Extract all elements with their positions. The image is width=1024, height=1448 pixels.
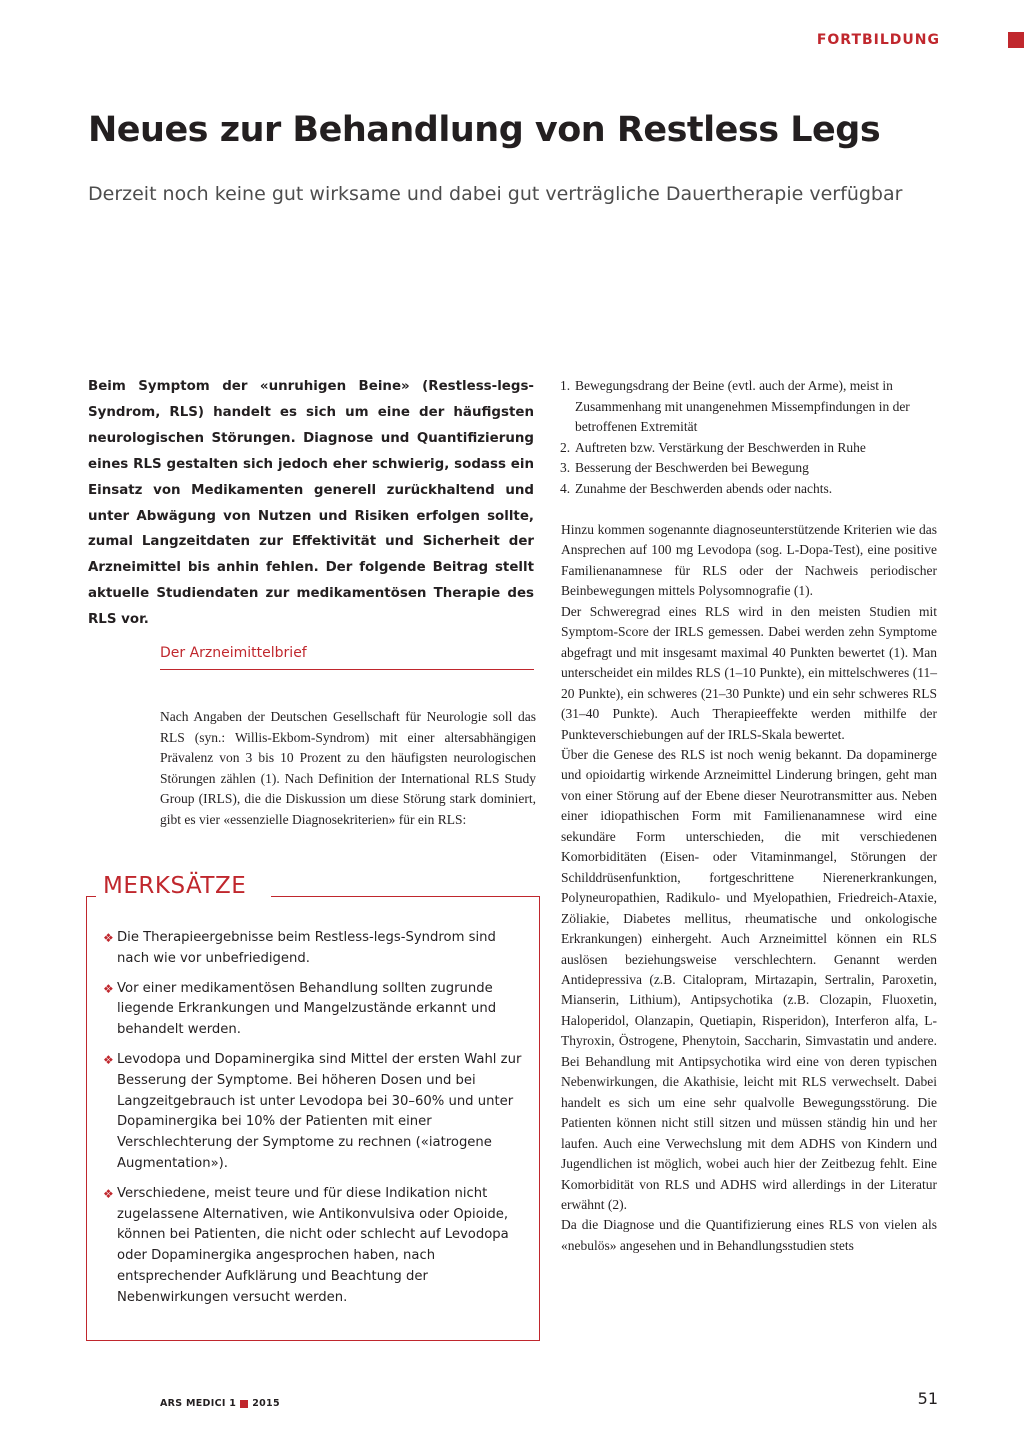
criteria-item	[560, 438, 940, 459]
key-point-item	[103, 979, 523, 1041]
diamond-cluster-icon: ❖	[103, 1186, 114, 1201]
page-number: 51	[917, 1389, 938, 1408]
key-point-item	[103, 1050, 523, 1175]
key-point-text: Die Therapieergebnisse beim Restless-legs-Syndrom sind nach wie vor unbefriedigend.	[117, 930, 496, 966]
body-paragraph: Hinzu kommen sogenannte diagnoseunterstützende Kriterien wie das Ansprechen auf 100 mg Levodopa (sog. L-Dopa-Test), eine positive Familienanamnese für RLS oder der Nachweis periodischer Beinbewegungen mittels Polysomnografie (1).	[561, 522, 937, 599]
box-border-left	[86, 896, 96, 897]
diagnostic-criteria-list	[560, 376, 940, 499]
body-paragraph: Der Schweregrad eines RLS wird in den meisten Studien mit Symptom-Score der IRLS gemessen. Dabei werden zehn Symptome abgefragt und mit insgesamt maximal 40 Punkten bewertet (1). Man unterscheidet ein mildes RLS (1–10 Punkte), ein mittelschweres (11–20 Punkte), ein schweres (21–30 Punkte) und ein sehr schweres RLS (31–40 Punkte). Auch Therapieeffekte werden mithilfe der Punkteverschiebungen auf der IRLS-Skala bewertet.	[561, 603, 937, 742]
key-point-text: Verschiedene, meist teure und für diese Indikation nicht zugelassene Alternativen, wie Antikonvulsiva oder Opioide, können bei Patienten, die nicht oder schlecht auf Levodopa oder Dopaminergika angesprochen haben, nach entsprechender Aufklärung und Beachtung der Nebenwirkungen versucht werden.	[117, 1185, 509, 1305]
criteria-number: 2.	[560, 439, 571, 455]
key-points-list	[103, 928, 523, 1318]
body-text-column	[561, 520, 937, 1256]
key-point-item	[103, 928, 523, 970]
key-point-text: Vor einer medikamentösen Behandlung sollten zugrunde liegende Erkrankungen und Mangelzustände erkannt und behandelt werden.	[117, 980, 497, 1038]
footer-journal	[160, 1398, 280, 1409]
key-point-text: Levodopa und Dopaminergika sind Mittel der ersten Wahl zur Besserung der Symptome. Bei höheren Dosen und bei Langzeitgebrauch ist unter Levodopa bei 30–60% und unter Dopaminergika bei 10% der Patienten mit einer Verschlechterung der Symptome zu rechnen («iatrogene Augmentation»).	[117, 1051, 522, 1171]
section-marker	[1008, 32, 1024, 48]
lead-paragraph: Beim Symptom der «unruhigen Beine» (Restless-legs-Syndrom, RLS) handelt es sich um eine der häufigsten neurologischen Störungen. Diagnose und Quantifizierung eines RLS gestalten sich jedoch eher schwierig, sodass ein Einsatz von Medikamenten generell zurückhaltend und unter Abwägung von Nutzen und Risiken erfolgen sollte, zumal Langzeitdaten zur Effektivität und Sicherheit der Arzneimittel bis anhin fehlen. Der folgende Beitrag stellt aktuelle Studiendaten zur medikamentösen Therapie des RLS vor.	[88, 379, 534, 628]
source-label: Der Arzneimittelbrief	[160, 645, 307, 661]
criteria-text: Auftreten bzw. Verstärkung der Beschwerden in Ruhe	[575, 439, 866, 455]
key-point-item	[103, 1184, 523, 1309]
article-title: Neues zur Behandlung von Restless Legs	[88, 110, 881, 150]
criteria-item	[560, 376, 940, 438]
criteria-number: 3.	[560, 460, 571, 475]
source-divider	[160, 669, 534, 670]
criteria-number: 1.	[560, 378, 571, 393]
criteria-text: Bewegungsdrang der Beine (evtl. auch der Arme), meist in Zusammenhang mit unangenehmen Missempfindungen in der betroffenen Extremität	[575, 378, 910, 434]
criteria-item	[560, 458, 940, 479]
criteria-text: Besserung der Beschwerden bei Bewegung	[575, 460, 809, 475]
diamond-cluster-icon: ❖	[103, 981, 114, 996]
key-points-box	[86, 873, 540, 1341]
diamond-cluster-icon: ❖	[103, 1052, 114, 1067]
diamond-cluster-icon: ❖	[103, 931, 114, 945]
box-border-right	[271, 896, 540, 897]
section-label: FORTBILDUNG	[816, 32, 940, 48]
intro-paragraph: Nach Angaben der Deutschen Gesellschaft für Neurologie soll das RLS (syn.: Willis-Ekbom-Syndrom) mit einer altersabhängigen Prävalenz von 3 bis 10 Prozent zu den häufigsten neurologischen Störungen zählen (1). Nach Definition der International RLS Study Group (IRLS), die die Diskussion um diese Störung stark dominiert, gibt es vier «essenzielle Diagnosekriterien» für ein RLS:	[160, 709, 536, 827]
journal-year: 2015	[252, 1398, 280, 1409]
criteria-item	[560, 479, 940, 500]
article-subtitle: Derzeit noch keine gut wirksame und dabei gut verträgliche Dauertherapie verfügbar	[88, 183, 903, 205]
key-points-title: MERKSÄTZE	[103, 873, 247, 899]
criteria-number: 4.	[560, 480, 571, 496]
criteria-text: Zunahme der Beschwerden abends oder nachts.	[575, 480, 833, 496]
body-paragraph: Da die Diagnose und die Quantifizierung eines RLS von vielen als «nebulös» angesehen und in Behandlungsstudien stets	[561, 1217, 937, 1253]
footer-marker	[240, 1400, 248, 1408]
body-paragraph: Über die Genese des RLS ist noch wenig bekannt. Da dopaminerge und opioidartig wirkende Arzneimittel Linderung bringen, geht man von einer Störung auf der Ebene dieser Neurotransmitter aus. Neben einer idiopathischen Form mit Familienanamnese wird eine sekundäre Form unterschieden, die mit verschiedenen Komorbiditäten (Eisen- oder Vitaminmangel, Störungen der Schilddrüsenfunktion, fortgeschrittene Nierenerkrankungen, Polyneuropathien, Radikulo- und Myelopathien, Friedreich-Ataxie, Zöliakie, Diabetes mellitus, rheumatische und onkologische Erkrankungen) einhergeht. Auch Arzneimittel können ein RLS auslösen beziehungsweise verschlechtern. Genannt werden Antidepressiva (z.B. Citalopram, Mirtazapin, Sertralin, Paroxetin, Mianserin, Lithium), Antipsychotika (z.B. Clozapin, Fluoxetin, Haloperidol, Olanzapin, Quetiapin, Risperidon), Interferon alfa, L-Thyroxin, Östrogene, Phenytoin, Saccharin, Simvastatin und andere. Bei Behandlung mit Antipsychotika wird eine von deren typischen Nebenwirkungen, die Akathisie, leicht mit RLS verwechselt. Dabei handelt es sich um eine sehr qualvolle Bewegungsstörung. Die Patienten können nicht still sitzen und müssen ständig hin und her laufen. Auch eine Verwechslung mit dem ADHS von Kindern und Jugendlichen ist möglich, wobei auch hier der Zeitbezug fehlt. Eine Komorbidität von RLS und ADHS wird allerdings in der Literatur erwähnt (2).	[561, 746, 937, 1212]
journal-name: ARS MEDICI 1	[160, 1398, 237, 1409]
